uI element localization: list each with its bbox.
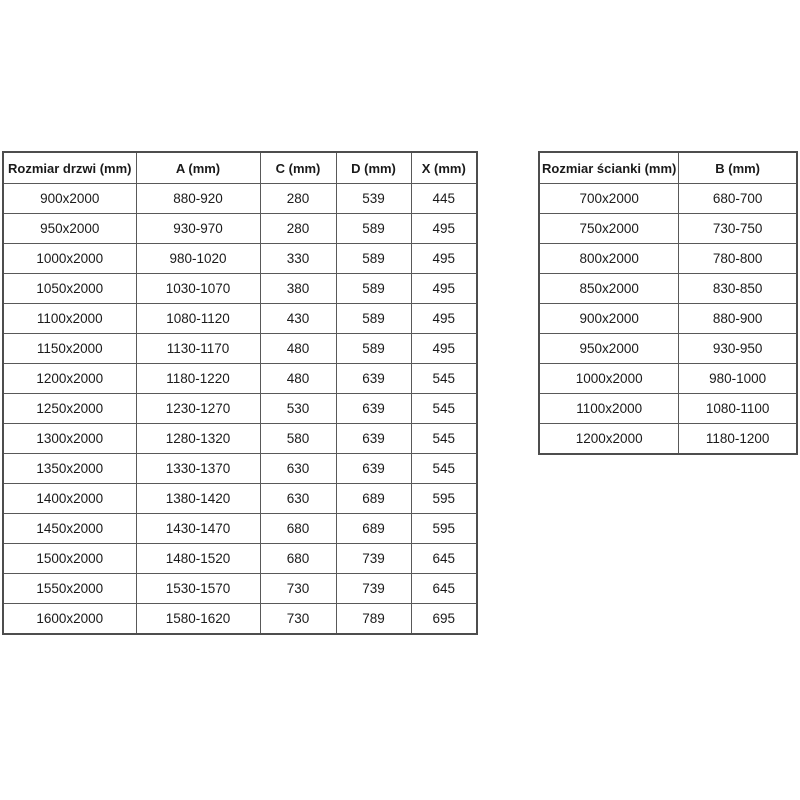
table-cell: 1100x2000 [539,394,679,424]
table-row [3,274,477,304]
table-cell: 1030-1070 [136,274,260,304]
door-table-header-c: C (mm) [260,152,336,184]
table-cell: 545 [411,364,477,394]
table-cell: 880-900 [679,304,797,334]
table-cell: 495 [411,214,477,244]
table-cell: 680 [260,514,336,544]
table-cell: 480 [260,334,336,364]
table-cell: 1180-1200 [679,424,797,455]
table-cell: 739 [336,544,411,574]
table-row [3,364,477,394]
table-cell: 639 [336,454,411,484]
table-cell: 445 [411,184,477,214]
table-cell: 545 [411,394,477,424]
table-cell: 1050x2000 [3,274,136,304]
table-cell: 900x2000 [539,304,679,334]
table-row [3,394,477,424]
table-cell: 800x2000 [539,244,679,274]
table-cell: 1000x2000 [539,364,679,394]
table-cell: 950x2000 [539,334,679,364]
table-row [3,454,477,484]
table-cell: 695 [411,604,477,635]
table-cell: 645 [411,574,477,604]
table-cell: 1430-1470 [136,514,260,544]
table-cell: 930-970 [136,214,260,244]
door-sizes-table [2,151,478,635]
table-cell: 480 [260,364,336,394]
table-cell: 739 [336,574,411,604]
table-cell: 280 [260,184,336,214]
table-cell: 1330-1370 [136,454,260,484]
wall-sizes-table-container [538,151,798,455]
table-cell: 689 [336,484,411,514]
table-cell: 1580-1620 [136,604,260,635]
table-cell: 1000x2000 [3,244,136,274]
table-row [3,604,477,635]
table-cell: 780-800 [679,244,797,274]
table-cell: 639 [336,424,411,454]
table-cell: 495 [411,274,477,304]
table-cell: 380 [260,274,336,304]
table-cell: 1100x2000 [3,304,136,334]
table-cell: 980-1000 [679,364,797,394]
table-cell: 900x2000 [3,184,136,214]
door-sizes-table-container [2,151,478,635]
table-cell: 730 [260,574,336,604]
table-cell: 880-920 [136,184,260,214]
table-cell: 730-750 [679,214,797,244]
table-cell: 589 [336,304,411,334]
table-cell: 1380-1420 [136,484,260,514]
table-cell: 495 [411,304,477,334]
table-cell: 589 [336,214,411,244]
table-cell: 1080-1100 [679,394,797,424]
table-cell: 980-1020 [136,244,260,274]
table-row [3,484,477,514]
table-row [539,304,797,334]
table-cell: 1300x2000 [3,424,136,454]
table-cell: 1450x2000 [3,514,136,544]
table-row [3,544,477,574]
table-cell: 595 [411,514,477,544]
table-row [3,574,477,604]
table-cell: 680 [260,544,336,574]
table-cell: 680-700 [679,184,797,214]
table-cell: 630 [260,454,336,484]
door-table-header-x: X (mm) [411,152,477,184]
table-cell: 495 [411,334,477,364]
table-cell: 1480-1520 [136,544,260,574]
table-row [3,334,477,364]
table-cell: 589 [336,274,411,304]
table-row [539,334,797,364]
table-cell: 1530-1570 [136,574,260,604]
table-cell: 430 [260,304,336,334]
wall-sizes-table [538,151,798,455]
wall-table-header-size: Rozmiar ścianki (mm) [539,152,679,184]
table-cell: 1280-1320 [136,424,260,454]
table-cell: 1150x2000 [3,334,136,364]
table-row [539,274,797,304]
table-cell: 1230-1270 [136,394,260,424]
table-row [3,244,477,274]
table-cell: 850x2000 [539,274,679,304]
table-cell: 1080-1120 [136,304,260,334]
table-cell: 495 [411,244,477,274]
table-cell: 789 [336,604,411,635]
table-row [539,424,797,455]
table-row [3,184,477,214]
table-cell: 539 [336,184,411,214]
table-cell: 730 [260,604,336,635]
table-cell: 595 [411,484,477,514]
table-cell: 545 [411,454,477,484]
table-row [539,364,797,394]
wall-table-header-row [539,152,797,184]
table-cell: 1180-1220 [136,364,260,394]
table-cell: 1200x2000 [539,424,679,455]
table-row [539,394,797,424]
table-cell: 1400x2000 [3,484,136,514]
table-cell: 689 [336,514,411,544]
table-cell: 1250x2000 [3,394,136,424]
table-cell: 580 [260,424,336,454]
table-cell: 1350x2000 [3,454,136,484]
table-cell: 1500x2000 [3,544,136,574]
table-cell: 700x2000 [539,184,679,214]
table-row [539,244,797,274]
table-cell: 750x2000 [539,214,679,244]
table-cell: 1550x2000 [3,574,136,604]
table-row [3,214,477,244]
table-cell: 589 [336,334,411,364]
table-cell: 639 [336,364,411,394]
table-cell: 530 [260,394,336,424]
door-table-header-a: A (mm) [136,152,260,184]
table-cell: 545 [411,424,477,454]
table-cell: 645 [411,544,477,574]
table-cell: 830-850 [679,274,797,304]
table-cell: 950x2000 [3,214,136,244]
table-row [3,514,477,544]
table-row [3,424,477,454]
wall-table-header-b: B (mm) [679,152,797,184]
table-cell: 1200x2000 [3,364,136,394]
door-table-header-d: D (mm) [336,152,411,184]
table-row [3,304,477,334]
door-table-header-row [3,152,477,184]
table-cell: 280 [260,214,336,244]
table-cell: 630 [260,484,336,514]
table-cell: 930-950 [679,334,797,364]
table-row [539,184,797,214]
table-cell: 1130-1170 [136,334,260,364]
table-cell: 589 [336,244,411,274]
table-cell: 330 [260,244,336,274]
door-table-header-size: Rozmiar drzwi (mm) [3,152,136,184]
table-cell: 1600x2000 [3,604,136,635]
table-row [539,214,797,244]
table-cell: 639 [336,394,411,424]
